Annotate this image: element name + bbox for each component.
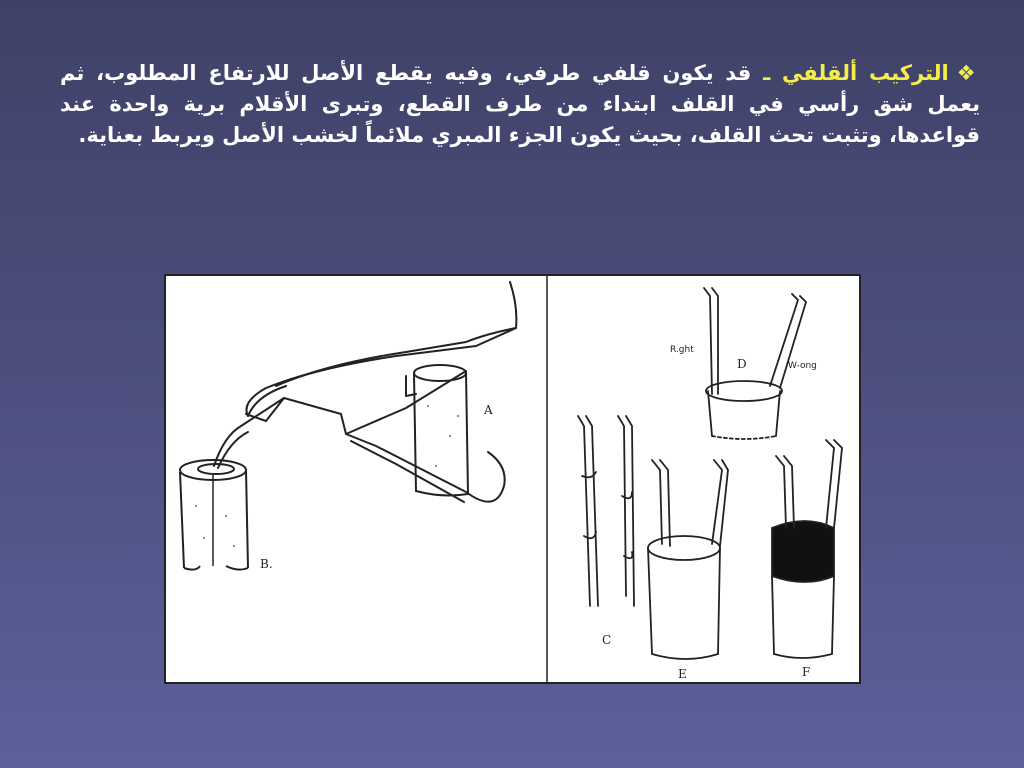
grafting-knife-drawing xyxy=(214,282,516,502)
label-d: D xyxy=(737,357,747,371)
bullet-term: التركيب ألقلفي ـ xyxy=(763,61,949,85)
stock-b-drawing xyxy=(180,460,248,570)
illustration-canvas xyxy=(166,276,859,682)
label-c: C xyxy=(602,633,612,647)
four-diamond-bullet-icon: ❖ xyxy=(956,61,980,85)
grafted-stock-e xyxy=(648,460,728,659)
label-b: B. xyxy=(260,557,273,571)
bullet-paragraph xyxy=(60,58,980,151)
label-wrong: W-ong xyxy=(788,361,817,371)
label-f: F xyxy=(802,665,811,679)
label-a: A xyxy=(484,403,493,417)
label-e: E xyxy=(678,667,687,681)
label-right: R.ght xyxy=(670,345,694,355)
wrapped-graft-f xyxy=(772,440,842,658)
bark-grafting-illustration xyxy=(164,274,861,684)
scion-diagram-c xyxy=(578,416,634,606)
bullet-text: قد يكون قلفي طرفي، وفيه يقطع الأصل للارتفاع المطلوب، ثم يعمل شق رأسي في القلف ابتداء من طرف القطع، وتبرى الأقلام برية واحدة عند قواعدها، وتثبت تحث القلف، بحيث يكون الجزء المبري ملائماً لخشب الأصل ويربط بعناية. xyxy=(60,61,980,147)
